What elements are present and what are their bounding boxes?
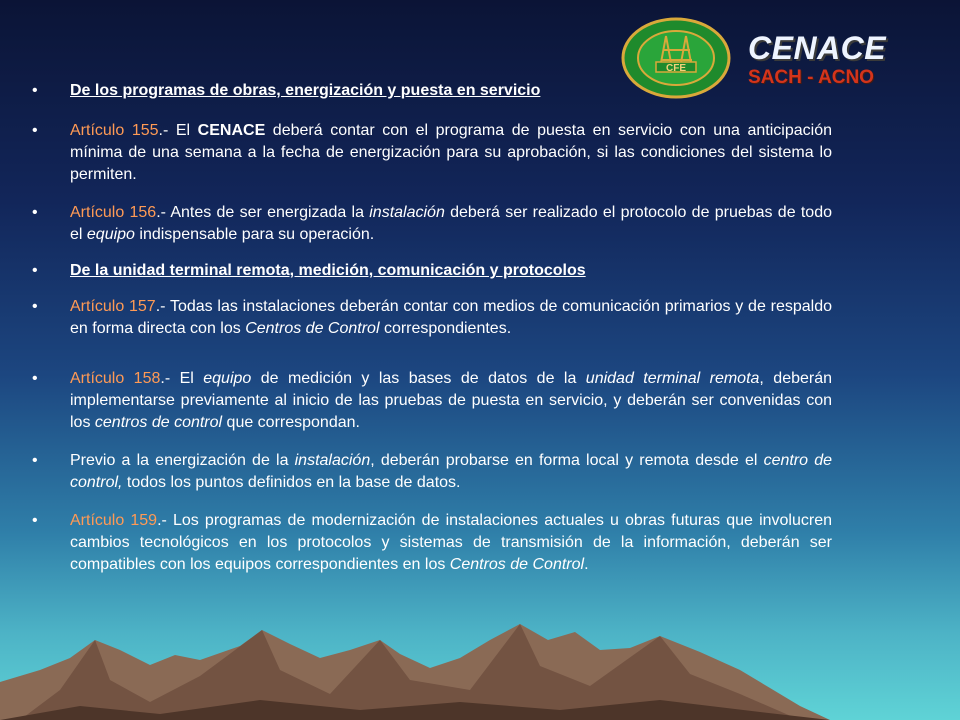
article-text-bold: CENACE (197, 122, 266, 139)
bullet: • (32, 452, 38, 469)
article-159 (32, 510, 832, 576)
bullet: • (32, 512, 38, 529)
article-text: .- Antes de ser energizada la (156, 204, 370, 221)
article-text-italic: centro de control, (70, 452, 832, 491)
article-text: .- El (160, 370, 204, 387)
article-156 (32, 202, 832, 246)
bullet: • (32, 122, 38, 139)
article-text: . (584, 556, 589, 573)
article-text-italic: equipo (86, 226, 135, 243)
article-157 (32, 296, 832, 340)
article-text-italic: instalación (294, 452, 371, 469)
article-text: de medición y las bases de datos de la (251, 370, 586, 387)
brand-title: CENACE (748, 30, 887, 66)
article-155 (32, 120, 832, 186)
section-heading (32, 260, 832, 282)
article-text: .- Todas las instalaciones deberán contar con medios de comunicación primarios y de respaldo en forma directa con los (70, 298, 832, 337)
bullet: • (32, 204, 38, 221)
article-text: , deberán probarse en forma local y remota desde el (370, 452, 764, 469)
logo-wordmark: CFE (666, 63, 686, 74)
article-text-italic: Centros de Control (245, 320, 380, 337)
article-text: indispensable para su operación. (134, 226, 375, 243)
article-text-italic: Centros de Control (449, 556, 585, 573)
article-text: , deberán implementarse previamente al inicio de las pruebas de puesta en servicio, y deberán ser convenidas con los (70, 370, 833, 431)
article-text: todos los puntos definidos en la base de datos. (122, 474, 461, 491)
brand-subtitle: SACH - ACNO (748, 67, 874, 88)
article-label: Artículo 156 (70, 204, 157, 221)
article-text: deberá ser realizado el protocolo de pruebas de todo el (70, 204, 833, 243)
article-text: que correspondan. (222, 414, 360, 431)
bullet: • (32, 82, 38, 99)
section-heading-text: De la unidad terminal remota, medición, comunicación y protocolos (70, 262, 586, 279)
section-heading (32, 80, 832, 102)
mountain-range-graphic (0, 610, 960, 720)
article-label: Artículo 157 (70, 298, 156, 315)
bullet: • (32, 262, 38, 279)
paragraph-previo (32, 450, 832, 494)
article-text-italic: unidad terminal remota (585, 370, 760, 387)
article-text: correspondientes. (379, 320, 512, 337)
article-text-italic: centros de control (94, 414, 223, 431)
article-text-italic: instalación (369, 204, 445, 221)
article-label: Artículo 159 (70, 512, 158, 529)
article-label: Artículo 155 (70, 122, 159, 139)
article-158 (32, 368, 832, 434)
article-label: Artículo 158 (70, 370, 161, 387)
article-text: .- El (158, 122, 198, 139)
slide-content (32, 76, 832, 576)
article-text: deberá contar con el programa de puesta en servicio con una anticipación mínima de una semana a la fecha de energización para su aprobación, si las condiciones del sistema lo permiten. (70, 122, 833, 183)
bullet: • (32, 298, 38, 315)
article-text: .- Los programas de modernización de instalaciones actuales u obras futuras que involucren cambios tecnológicos en los protocolos y sistemas de transmisión de la información, deberán ser compatibles con los equipos correspondientes en los (70, 512, 832, 573)
section-heading-text: De los programas de obras, energización y puesta en servicio (70, 82, 541, 99)
bullet: • (32, 370, 38, 387)
article-text-italic: equipo (203, 370, 252, 387)
article-text: Previo a la energización de la (70, 452, 295, 469)
